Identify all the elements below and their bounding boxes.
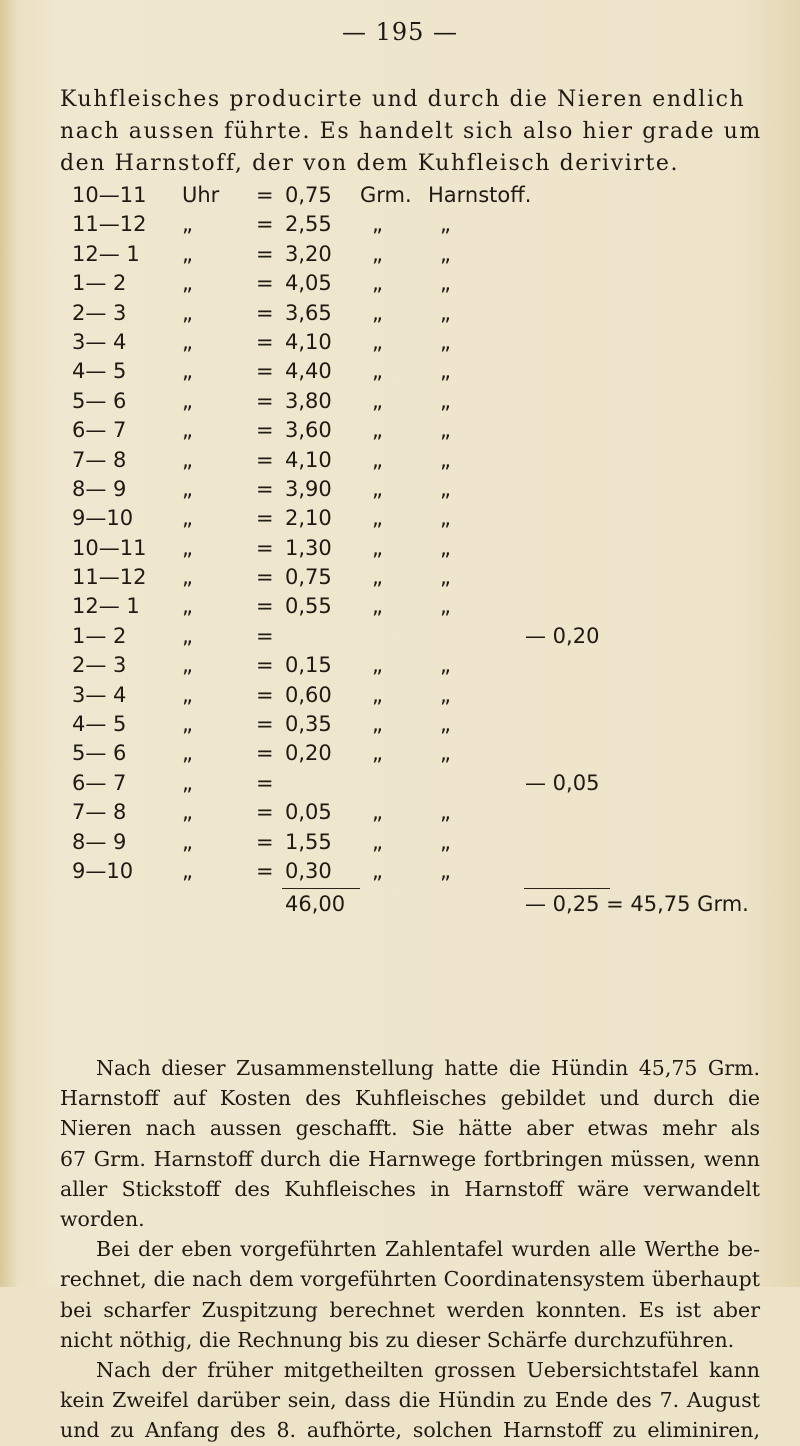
table-row [60,242,800,271]
equals-cell: = [256,388,274,413]
ditto-cell: „ [182,447,193,472]
value-cell: 0,05 [285,800,332,825]
value-cell: 1,30 [285,535,332,560]
body-line: Nach der früher mitgetheilten grossen Uebersichtstafel kann [96,1358,760,1383]
ditto-cell: „ [440,535,451,560]
value-cell: 0,35 [285,712,332,737]
ditto-cell: „ [372,653,383,678]
time-cell: 3— 4 [72,682,127,707]
equals-cell: = [256,418,274,443]
ditto-cell: „ [372,565,383,590]
value-cell: 0,30 [285,858,332,883]
table-row [60,271,800,300]
table-row [60,594,800,623]
table-row [60,448,800,477]
body-line: 67 Grm. Harnstoff durch die Harnwege fortbringen müssen, wenn [60,1146,760,1171]
ditto-cell: „ [182,300,193,325]
body-line: nicht nöthig, die Rechnung bis zu dieser Schärfe durchzuführen. [60,1327,735,1352]
time-cell: 7— 8 [72,447,127,472]
ditto-cell: „ [440,359,451,384]
ditto-cell: „ [182,712,193,737]
sum-right-total: — 0,25 = 45,75 Grm. [525,892,749,917]
table-row [60,477,800,506]
value-cell: 2,10 [285,506,332,531]
table-row [60,712,800,741]
table-row [60,212,800,241]
ditto-cell: „ [372,271,383,296]
time-cell: 10—11 [72,183,147,207]
value-cell: 0,20 [285,741,332,766]
body-line: und zu Anfang des 8. aufhörte, solchen Harnstoff zu eliminiren, [60,1418,760,1443]
ditto-cell: „ [372,447,383,472]
ditto-cell: „ [182,535,193,560]
body-line: rechnet, die nach dem vorgeführten Coordinatensystem überhaupt [60,1267,760,1292]
table-row [60,683,800,712]
time-cell: 4— 5 [72,359,127,384]
value-cell: 0,75 [285,183,332,207]
value-cell: 2,55 [285,212,332,237]
body-line: aller Stickstoff des Kuhfleisches in Harnstoff wäre verwandelt worden. [60,1176,760,1232]
intro-line: nach aussen führte. Es handelt sich also hier grade um [60,119,762,144]
time-cell: 9—10 [72,506,134,531]
ditto-cell: „ [182,741,193,766]
time-cell: 5— 6 [72,741,127,766]
ditto-cell: „ [372,682,383,707]
sum-rule-left [282,888,360,889]
body-paragraphs [60,1053,760,1446]
ditto-cell: „ [372,300,383,325]
equals-cell: = [256,535,274,560]
table-row [60,506,800,535]
equals-cell: = [256,241,274,266]
time-cell: 5— 6 [72,388,127,413]
equals-cell: = [256,623,274,648]
ditto-cell: „ [372,594,383,619]
time-cell: 3— 4 [72,329,127,354]
sum-rule-right [524,888,610,889]
intro-line: Kuhfleisches producirte und durch die Nieren endlich [60,87,746,112]
ditto-cell: „ [440,594,451,619]
value-cell: 4,10 [285,447,332,472]
equals-cell: = [256,829,274,854]
table-row [60,830,800,859]
time-cell: 8— 9 [72,829,127,854]
table-row [60,624,800,653]
ditto-cell: „ [440,858,451,883]
ditto-cell: „ [372,800,383,825]
ditto-cell: „ [372,535,383,560]
ditto-cell: „ [182,476,193,501]
table-row [60,771,800,800]
table-row [60,653,800,682]
time-cell: 12— 1 [72,241,140,266]
time-cell: 12— 1 [72,594,140,619]
equals-cell: = [256,183,274,207]
ditto-cell: „ [372,741,383,766]
time-cell: 9—10 [72,858,134,883]
table-row [60,741,800,770]
value-cell: 3,90 [285,476,332,501]
equals-cell: = [256,858,274,883]
ditto-cell: „ [182,800,193,825]
ditto-cell: „ [440,241,451,266]
ditto-cell: „ [182,359,193,384]
equals-cell: = [256,506,274,531]
ditto-cell: „ [182,329,193,354]
grm-cell: Grm. [360,183,412,207]
time-cell: 11—12 [72,212,147,237]
page-number: — 195 — [341,18,459,46]
ditto-cell: „ [440,447,451,472]
time-cell: 4— 5 [72,712,127,737]
value-cell: 4,10 [285,329,332,354]
equals-cell: = [256,800,274,825]
value-cell: 3,20 [285,241,332,266]
ditto-cell: „ [182,594,193,619]
equals-cell: = [256,271,274,296]
ditto-cell: „ [440,682,451,707]
ditto-cell: „ [182,829,193,854]
ditto-cell: „ [182,271,193,296]
ditto-cell: „ [182,858,193,883]
intro-line: den Harnstoff, der von dem Kuhfleisch derivirte. [60,151,680,176]
sum-total: 46,00 [285,892,346,917]
time-cell: 10—11 [72,535,147,560]
ditto-cell: „ [440,565,451,590]
ditto-cell: „ [440,506,451,531]
ditto-cell: „ [182,565,193,590]
table-header-row [60,183,800,212]
ditto-cell: „ [372,712,383,737]
correction-cell: — 0,05 [525,770,600,795]
ditto-cell: „ [440,212,451,237]
body-line: Nach dieser Zusammenstellung hatte die Hündin 45,75 Grm. [96,1056,760,1080]
time-cell: 1— 2 [72,271,127,296]
equals-cell: = [256,565,274,590]
value-cell: 4,40 [285,359,332,384]
body-line: kein Zweifel darüber sein, dass die Hündin zu Ende des 7. August [60,1388,760,1413]
body-line: Bei der eben vorgeführten Zahlentafel wurden alle Werthe be- [96,1237,760,1262]
equals-cell: = [256,770,274,795]
value-cell: 1,55 [285,829,332,854]
correction-cell: — 0,20 [525,623,600,648]
body-line: Harnstoff auf Kosten des Kuhfleisches gebildet und durch die [60,1086,760,1111]
value-cell: 0,60 [285,682,332,707]
equals-cell: = [256,300,274,325]
time-cell: 2— 3 [72,300,127,325]
ditto-cell: „ [182,623,193,648]
equals-cell: = [256,594,274,619]
ditto-cell: „ [372,829,383,854]
value-cell: 0,55 [285,594,332,619]
ditto-cell: „ [182,241,193,266]
equals-cell: = [256,212,274,237]
table-row [60,389,800,418]
equals-cell: = [256,741,274,766]
ditto-cell: „ [182,682,193,707]
value-cell: 3,60 [285,418,332,443]
ditto-cell: „ [372,858,383,883]
ditto-cell: „ [440,388,451,413]
value-cell: 4,05 [285,271,332,296]
equals-cell: = [256,447,274,472]
ditto-cell: „ [440,476,451,501]
intro-paragraph [60,84,760,180]
ditto-cell: „ [440,300,451,325]
table-row [60,330,800,359]
equals-cell: = [256,682,274,707]
table-row [60,536,800,565]
ditto-cell: „ [440,418,451,443]
ditto-cell: „ [440,712,451,737]
ditto-cell: „ [372,241,383,266]
body-line: bei scharfer Zuspitzung berechnet werden konnten. Es ist aber [60,1297,760,1322]
time-cell: 1— 2 [72,623,127,648]
ditto-cell: „ [440,271,451,296]
ditto-cell: „ [440,653,451,678]
table-body [60,212,800,888]
time-cell: 8— 9 [72,476,127,501]
ditto-cell: „ [182,506,193,531]
ditto-cell: „ [440,800,451,825]
table-row [60,859,800,888]
table-row [60,418,800,447]
time-cell: 6— 7 [72,770,127,795]
value-cell: 3,80 [285,388,332,413]
ditto-cell: „ [440,329,451,354]
body-line: Nieren nach aussen geschafft. Sie hätte aber etwas mehr als [60,1116,760,1141]
ditto-cell: „ [182,770,193,795]
time-cell: 7— 8 [72,800,127,825]
equals-cell: = [256,712,274,737]
table-row [60,800,800,829]
unit-cell: Uhr [182,183,220,207]
urea-table [60,183,800,922]
ditto-cell: „ [372,418,383,443]
ditto-cell: „ [440,741,451,766]
ditto-cell: „ [372,476,383,501]
ditto-cell: „ [372,359,383,384]
ditto-cell: „ [440,829,451,854]
ditto-cell: „ [372,506,383,531]
equals-cell: = [256,653,274,678]
ditto-cell: „ [182,653,193,678]
time-cell: 2— 3 [72,653,127,678]
value-cell: 3,65 [285,300,332,325]
table-row [60,565,800,594]
sum-row [60,888,800,922]
time-cell: 11—12 [72,565,147,590]
ditto-cell: „ [372,212,383,237]
equals-cell: = [256,476,274,501]
ditto-cell: „ [182,212,193,237]
value-cell: 0,15 [285,653,332,678]
equals-cell: = [256,359,274,384]
ditto-cell: „ [372,388,383,413]
table-row [60,301,800,330]
ditto-cell: „ [182,418,193,443]
ditto-cell: „ [182,388,193,413]
table-row [60,359,800,388]
ditto-cell: „ [372,329,383,354]
value-cell: 0,75 [285,565,332,590]
time-cell: 6— 7 [72,418,127,443]
equals-cell: = [256,329,274,354]
harnstoff-cell: Harnstoff. [428,183,532,207]
